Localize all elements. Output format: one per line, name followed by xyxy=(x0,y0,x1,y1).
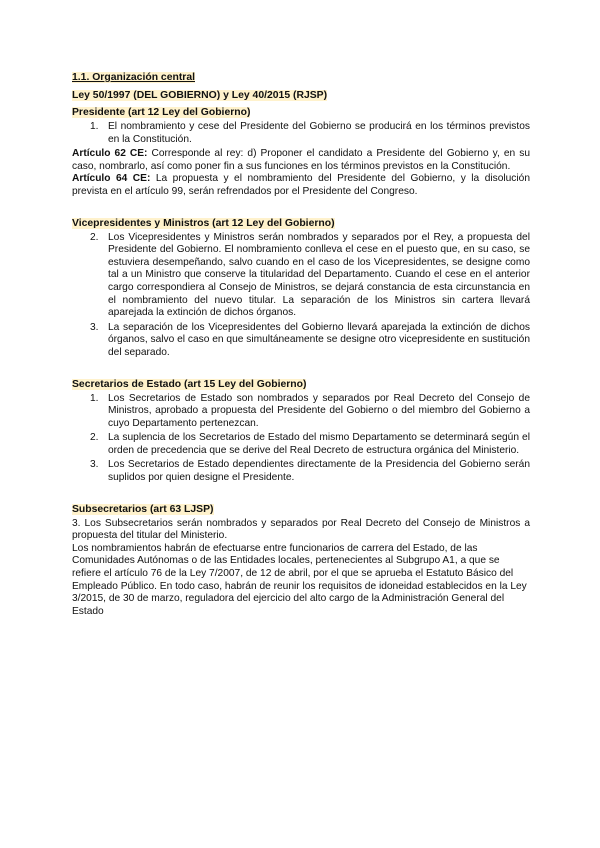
laws-heading xyxy=(72,89,530,102)
articulo-64-paragraph xyxy=(72,173,530,198)
articulo-64-text: La propuesta y el nombramiento del Presidente del Gobierno, y la disolución prevista en el artículo 99, serán refrendados por el Presidente del Congreso. xyxy=(72,173,531,197)
list-item xyxy=(72,432,530,457)
list-item-text: La separación de los Vicepresidentes del Gobierno llevará aparejada la extinción de dichos órganos, salvo el caso en que simultáneamente se designe otro vicepresidente en sustitución del separado. xyxy=(108,321,530,358)
list-item-number: 3. xyxy=(90,459,99,471)
list-item-number: 2. xyxy=(90,231,99,243)
list-item-text: Los Secretarios de Estado son nombrados y separados por Real Decreto del Consejo de Ministros, aprobado a propuesta del Presidente del Gobierno o del miembro del Gobierno a cuyo Departamento pertenezcan. xyxy=(108,392,530,429)
list-item-text: El nombramiento y cese del Presidente del Gobierno se producirá en los términos previstos en la Constitución. xyxy=(108,121,530,145)
vicepresidentes-heading-text: Vicepresidentes y Ministros (art 12 Ley del Gobierno) xyxy=(72,217,335,229)
list-item-text: Los Vicepresidentes y Ministros serán nombrados y separados por el Rey, a propuesta del Presidente del Gobierno. El nombramiento conlleva el cese en el puesto que, en su caso, se estuviera desempeñando, salvo cuando en el caso de los Vicepresidentes, se designe como tal a un Ministro que conserve la titularidad del Departamento. Cuando el cese en el anterior cargo correspondiera al Consejo de Ministros, se dejará constancia de esta circunstancia en el nombramiento del nuevo titular. La separación de los Ministros sin cartera llevará aparejada la extinción de dichos órganos. xyxy=(108,231,530,319)
subsecretarios-paragraph-2: Los nombramientos habrán de efectuarse entre funcionarios de carrera del Estado, de las Comunidades Autónomas o de las Entidades locales, pertenecientes al Subgrupo A1, a que se refiere el artículo 76 de la Ley 7/2007, de 12 de abril, por el que se aprueba el Estatuto Básico del Empleado Público. En todo caso, habrán de reunir los requisitos de idoneidad establecidos en la Ley 3/2015, de 30 de marzo, reguladora del ejercicio del alto cargo de la Administración General del Estado xyxy=(72,542,527,617)
presidente-heading-text: Presidente (art 12 Ley del Gobierno) xyxy=(72,107,251,118)
list-item-number: 2. xyxy=(90,432,99,444)
articulo-62-paragraph xyxy=(72,148,530,173)
presidente-heading xyxy=(72,106,530,119)
secretarios-list xyxy=(72,393,530,485)
vicepresidentes-list xyxy=(72,232,530,360)
heading-laws-text: Ley 50/1997 (DEL GOBIERNO) y Ley 40/2015 (RJSP) xyxy=(72,90,328,101)
list-item xyxy=(72,322,530,360)
document-body xyxy=(72,71,530,618)
list-item xyxy=(72,121,530,146)
heading-org-text: 1.1. Organización central xyxy=(72,72,195,83)
secretarios-heading xyxy=(72,378,530,391)
articulo-64-label: Artículo 64 CE: xyxy=(72,173,151,185)
articulo-62-label: Artículo 62 CE: xyxy=(72,148,148,160)
articulo-62-text: Corresponde al rey: d) Proponer el candidato a Presidente del Gobierno y, en su caso, nombrarlo, así como poner fin a sus funciones en los términos previstos en la Constitución. xyxy=(72,148,530,172)
section-heading-organizacion xyxy=(72,71,530,84)
vicepresidentes-heading xyxy=(72,217,530,230)
list-item xyxy=(72,393,530,431)
list-item-number: 3. xyxy=(90,321,99,333)
list-item-number: 1. xyxy=(90,392,99,404)
list-item xyxy=(72,232,530,320)
subsecretarios-heading-text: Subsecretarios (art 63 LJSP) xyxy=(72,503,214,515)
list-item-number: 1. xyxy=(90,121,99,132)
subsecretarios-heading xyxy=(72,503,530,516)
list-item xyxy=(72,459,530,484)
secretarios-heading-text: Secretarios de Estado (art 15 Ley del Gobierno) xyxy=(72,378,307,390)
subsecretarios-paragraph-1: 3. Los Subsecretarios serán nombrados y separados por Real Decreto del Consejo de Ministros a propuesta del titular del Ministerio. xyxy=(72,517,530,542)
list-item-text: Los Secretarios de Estado dependientes directamente de la Presidencia del Gobierno serán suplidos por quien designe el Presidente. xyxy=(108,459,530,484)
list-item-text: La suplencia de los Secretarios de Estado del mismo Departamento se determinará según el orden de precedencia que se derive del Real Decreto de estructura orgánica del Ministerio. xyxy=(108,432,530,456)
presidente-list xyxy=(72,121,530,146)
